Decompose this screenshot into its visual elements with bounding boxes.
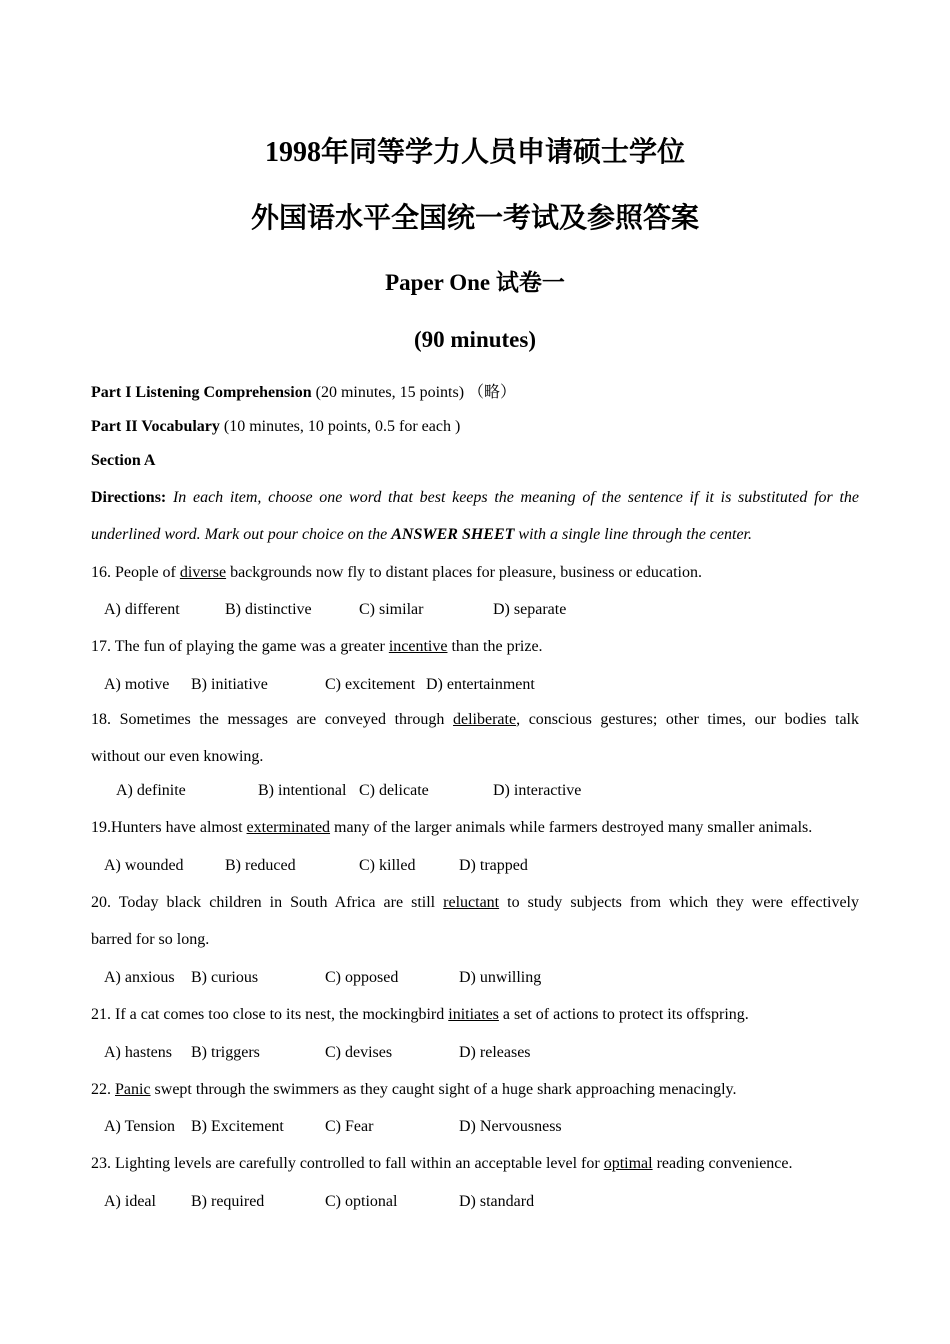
directions-line-2: underlined word. Mark out pour choice on the ANSWER SHEET with a single line through the center. [91, 526, 753, 543]
option-c: C) killed [359, 857, 416, 874]
option-c: C) opposed [325, 969, 399, 986]
question-17: 17. The fun of playing the game was a greater incentive than the prize. [91, 638, 543, 655]
option-d: D) separate [493, 601, 567, 618]
title-line-2: 外国语水平全国统一考试及参照答案 [250, 203, 699, 234]
option-c: C) similar [359, 601, 424, 618]
option-a: A) hastens [104, 1044, 172, 1061]
question-20-cont: barred for so long. [91, 931, 210, 948]
option-b: B) curious [191, 969, 259, 986]
question-22: 22. Panic swept through the swimmers as they caught sight of a huge shark approaching menacingly. [91, 1081, 737, 1098]
option-c: C) delicate [359, 782, 429, 799]
option-b: B) distinctive [225, 601, 312, 618]
option-b: B) triggers [191, 1044, 260, 1061]
part1-heading: Part I Listening Comprehension (20 minutes, 15 points) （略） [91, 384, 517, 401]
section-heading: Section A [91, 452, 156, 469]
option-b: B) reduced [225, 857, 296, 874]
question-19: 19.Hunters have almost exterminated many of the larger animals while farmers destroyed many smaller animals. [91, 819, 813, 836]
paper-title: Paper One 试卷一 [385, 270, 565, 295]
option-c: C) devises [325, 1044, 393, 1061]
option-a: A) wounded [104, 857, 184, 874]
option-b: B) required [191, 1193, 265, 1210]
option-a: A) different [104, 601, 180, 618]
option-d: D) standard [459, 1193, 535, 1210]
directions-line-1: Directions: In each item, choose one word that best keeps the meaning of the sentence if it is substituted for the [91, 489, 859, 506]
option-c: C) excitement [325, 676, 416, 693]
question-18: 18. Sometimes the messages are conveyed through deliberate, conscious gestures; other times, our bodies talk [91, 711, 859, 728]
option-a: A) definite [116, 782, 186, 799]
part2-heading: Part II Vocabulary (10 minutes, 10 points, 0.5 for each ) [91, 418, 461, 435]
option-a: A) Tension [104, 1118, 176, 1135]
title-line-1: 1998年同等学力人员申请硕士学位 [264, 137, 685, 168]
option-a: A) ideal [104, 1193, 156, 1210]
option-d: D) Nervousness [459, 1118, 562, 1135]
option-d: D) interactive [493, 782, 582, 799]
option-d: D) releases [459, 1044, 531, 1061]
option-c: C) optional [325, 1193, 398, 1210]
duration: (90 minutes) [413, 327, 537, 352]
option-b: B) initiative [191, 676, 268, 693]
option-c: C) Fear [325, 1118, 374, 1135]
option-d: D) unwilling [459, 969, 542, 986]
question-23: 23. Lighting levels are carefully controlled to fall within an acceptable level for optimal reading convenience. [91, 1155, 793, 1172]
option-a: A) motive [104, 676, 170, 693]
question-20: 20. Today black children in South Africa are still reluctant to study subjects from which they were effectively [91, 894, 860, 911]
option-d: D) entertainment [426, 676, 535, 693]
question-16: 16. People of diverse backgrounds now fly to distant places for pleasure, business or education. [91, 564, 702, 581]
option-a: A) anxious [104, 969, 175, 986]
option-b: B) Excitement [191, 1118, 284, 1135]
question-21: 21. If a cat comes too close to its nest, the mockingbird initiates a set of actions to protect its offspring. [91, 1006, 749, 1023]
question-18-cont: without our even knowing. [91, 748, 264, 765]
option-b: B) intentional [258, 782, 347, 799]
option-d: D) trapped [459, 857, 528, 874]
